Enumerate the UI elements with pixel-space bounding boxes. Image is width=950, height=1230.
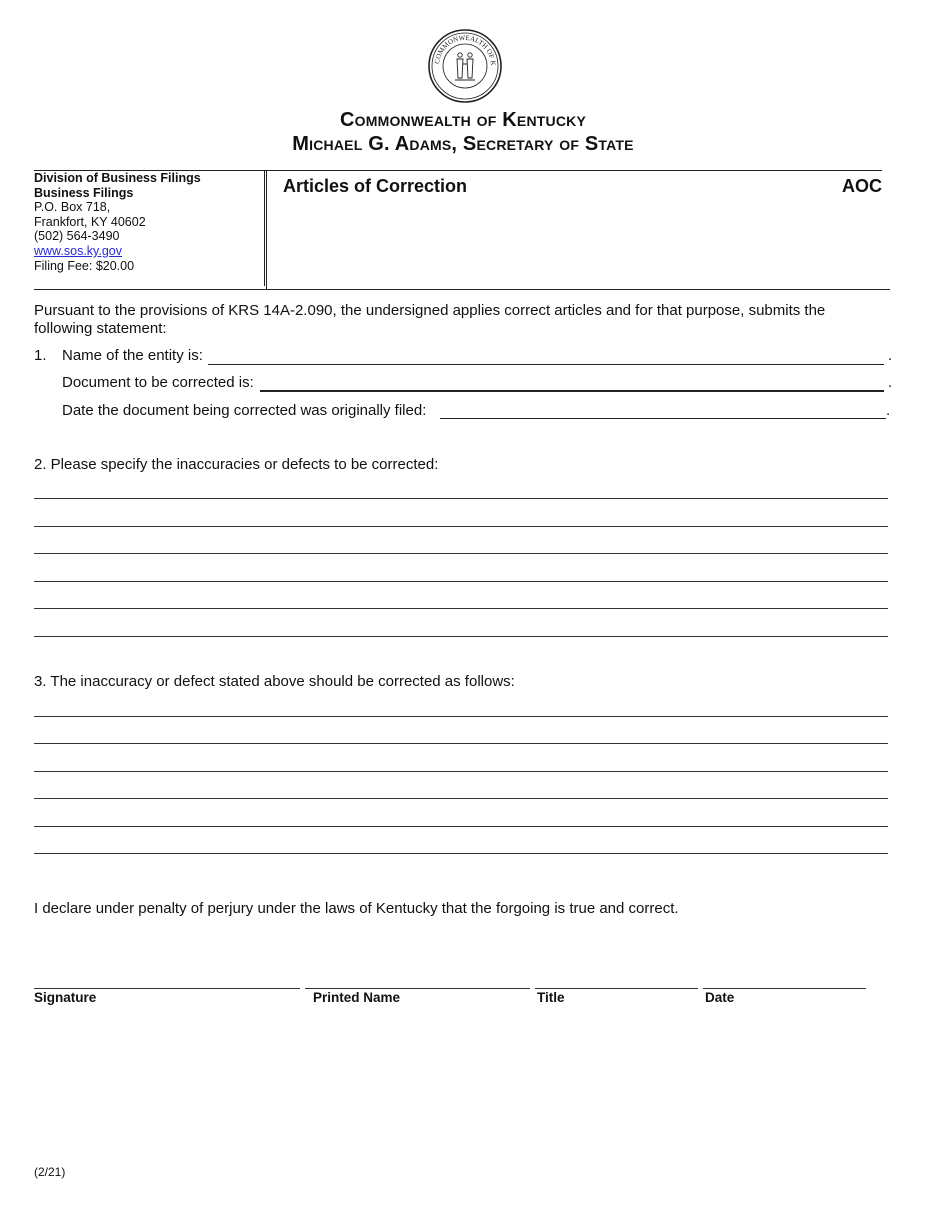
header-divider-left xyxy=(264,170,265,286)
kentucky-seal-icon xyxy=(427,28,503,104)
entity-name-field[interactable] xyxy=(208,364,884,365)
signature-label: Signature xyxy=(34,990,97,1005)
filed-date-period: . xyxy=(886,402,891,419)
phone-number: (502) 564-3490 xyxy=(34,229,120,244)
header-bottom-rule xyxy=(34,289,890,290)
printed-name-label: Printed Name xyxy=(313,990,401,1005)
correction-line-2[interactable] xyxy=(34,743,888,744)
printed-name-field[interactable] xyxy=(305,988,530,989)
item-3-label: 3. The inaccuracy or defect stated above should be corrected as follows: xyxy=(34,673,515,690)
correction-line-4[interactable] xyxy=(34,798,888,799)
page-title-secretary: Michael G. Adams, Secretary of State xyxy=(292,133,634,155)
correction-line-1[interactable] xyxy=(34,716,888,717)
defects-line-4[interactable] xyxy=(34,581,888,582)
division-name: Division of Business Filings xyxy=(34,171,201,185)
form-name: Articles of Correction xyxy=(283,176,468,196)
defects-line-3[interactable] xyxy=(34,553,888,554)
revision-date: (2/21) xyxy=(34,1165,66,1179)
address-line-2: Frankfort, KY 40602 xyxy=(34,214,146,229)
document-period: . xyxy=(888,374,893,391)
unit-name: Business Filings xyxy=(34,185,134,200)
date-label: Date xyxy=(705,990,735,1005)
address-line-1: P.O. Box 718, xyxy=(34,200,111,215)
seal-text: COMMONWEALTH OF K xyxy=(433,33,498,66)
entity-name-period: . xyxy=(888,347,893,364)
correction-line-5[interactable] xyxy=(34,826,888,827)
header-divider-right xyxy=(266,170,267,290)
document-field[interactable] xyxy=(260,390,884,392)
filing-fee: Filing Fee: $20.00 xyxy=(34,258,135,273)
defects-line-5[interactable] xyxy=(34,608,888,609)
defects-line-2[interactable] xyxy=(34,526,888,527)
intro-statement: Pursuant to the provisions of KRS 14A-2.090, the undersigned applies correct articles and for that purpose, submits the following statement: xyxy=(34,302,826,337)
perjury-declaration: I declare under penalty of perjury under the laws of Kentucky that the forgoing is true and correct. xyxy=(34,900,679,917)
title-field[interactable] xyxy=(535,988,698,989)
website-link[interactable]: www.sos.ky.gov xyxy=(34,243,122,258)
defects-line-1[interactable] xyxy=(34,498,888,499)
date-field[interactable] xyxy=(703,988,866,989)
document-label: Document to be corrected is: xyxy=(62,374,254,391)
item-1-number: 1. xyxy=(34,347,47,364)
filed-date-label: Date the document being corrected was originally filed: xyxy=(62,402,427,419)
signature-field[interactable] xyxy=(34,988,300,989)
correction-line-3[interactable] xyxy=(34,771,888,772)
filed-date-field[interactable] xyxy=(440,418,886,419)
page-title-commonwealth: Commonwealth of Kentucky xyxy=(340,109,586,131)
entity-name-label: Name of the entity is: xyxy=(62,347,203,364)
correction-line-6[interactable] xyxy=(34,853,888,854)
defects-line-6[interactable] xyxy=(34,636,888,637)
title-label: Title xyxy=(537,990,565,1005)
form-code: AOC xyxy=(842,176,882,196)
office-address-block xyxy=(34,171,201,273)
item-2-label: 2. Please specify the inaccuracies or defects to be corrected: xyxy=(34,456,439,473)
